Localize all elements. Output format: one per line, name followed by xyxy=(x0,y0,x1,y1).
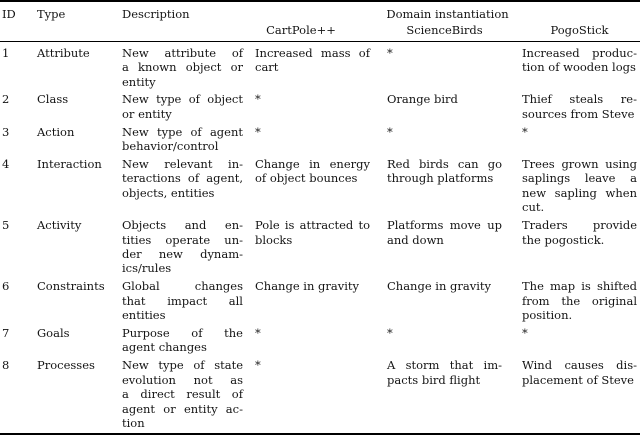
cell-line: cart xyxy=(255,60,279,75)
cell-line: Thief steals re- xyxy=(522,92,637,107)
cell-id: 3 xyxy=(2,124,10,139)
cell-cartpole: Change in gravity xyxy=(255,279,360,294)
cell-description xyxy=(122,276,255,323)
cell-pogostick xyxy=(522,154,640,215)
cell-pogostick xyxy=(522,215,640,276)
cell-line: Trees grown using xyxy=(522,157,637,172)
cell-pogostick xyxy=(522,276,640,323)
cell-sciencebirds xyxy=(387,215,522,276)
cell-line: Purpose of the xyxy=(122,326,243,341)
cell-sciencebirds: Change in gravity xyxy=(387,279,492,294)
cell-line: a direct result of xyxy=(122,387,243,402)
cell-line: New type of agent xyxy=(122,124,243,139)
cell-line: New relevant in- xyxy=(122,157,243,172)
cell-line: Increased produc- xyxy=(522,45,637,60)
cell-line: Red birds can go xyxy=(387,157,502,172)
cell-sciencebirds xyxy=(387,154,522,215)
cell-line: tion xyxy=(122,415,145,430)
cell-sciencebirds: Orange bird xyxy=(387,92,458,107)
column-header-id: ID xyxy=(2,7,16,21)
cell-type: Processes xyxy=(37,358,95,373)
cell-id: 4 xyxy=(2,157,10,172)
cell-sciencebirds: * xyxy=(387,45,393,60)
cell-line: behavior/control xyxy=(122,139,219,154)
cell-sciencebirds: * xyxy=(387,124,393,139)
cell-pogostick xyxy=(522,42,640,89)
cell-line: entities xyxy=(122,308,166,323)
cell-description xyxy=(122,215,255,276)
cell-pogostick xyxy=(522,89,640,121)
cell-line: teractions of agent, xyxy=(122,171,243,186)
cell-line: new sapling when xyxy=(522,185,637,200)
cell-pogostick xyxy=(522,355,640,431)
cell-pogostick: * xyxy=(522,326,528,341)
cell-line: cut. xyxy=(522,200,545,215)
cell-id: 2 xyxy=(2,92,10,107)
cell-line: or entity xyxy=(122,106,172,121)
cell-cartpole: * xyxy=(255,326,261,341)
cell-line: objects, entities xyxy=(122,185,215,200)
column-header-sciencebirds: ScienceBirds xyxy=(406,23,483,38)
column-header-cartpole: CartPole++ xyxy=(266,23,336,38)
cell-line: through platforms xyxy=(387,171,494,186)
column-group-header-domain-instantiation: Domain instantiation xyxy=(386,7,509,21)
cell-description xyxy=(122,42,255,89)
cell-line: agent changes xyxy=(122,340,207,355)
cell-line: Global changes xyxy=(122,279,243,294)
cell-type: Action xyxy=(37,124,75,139)
table-bottom-rule xyxy=(0,433,640,435)
cell-line: evolution not as xyxy=(122,372,243,387)
column-header-type: Type xyxy=(37,7,66,21)
cell-line: ics/rules xyxy=(122,261,172,276)
cell-cartpole xyxy=(255,215,387,276)
column-header-pogostick: PogoStick xyxy=(550,23,609,38)
cell-line: of object bounces xyxy=(255,171,358,186)
cell-line: placement of Steve xyxy=(522,372,634,387)
cell-line: blocks xyxy=(255,232,293,247)
column-header-description: Description xyxy=(122,7,190,21)
cell-line: Change in energy xyxy=(255,157,370,172)
cell-id: 5 xyxy=(2,218,10,233)
cell-cartpole xyxy=(255,154,387,215)
cell-line: Pole is attracted to xyxy=(255,218,370,233)
cell-line: New attribute of xyxy=(122,45,243,60)
cell-pogostick: * xyxy=(522,124,528,139)
cell-line: Increased mass of xyxy=(255,45,370,60)
cell-type: Interaction xyxy=(37,157,102,172)
cell-line: the pogostick. xyxy=(522,232,605,247)
cell-type: Activity xyxy=(37,218,82,233)
cell-line: sources from Steve xyxy=(522,106,635,121)
cell-line: a known object or xyxy=(122,60,243,75)
cell-sciencebirds: * xyxy=(387,326,393,341)
cell-cartpole: * xyxy=(255,124,261,139)
cell-id: 8 xyxy=(2,358,10,373)
cell-sciencebirds xyxy=(387,355,522,431)
cell-line: that impact all xyxy=(122,293,243,308)
cell-description xyxy=(122,154,255,215)
cell-line: New type of state xyxy=(122,358,243,373)
cell-line: and down xyxy=(387,232,444,247)
cell-cartpole: * xyxy=(255,92,261,107)
cell-line: agent or entity ac- xyxy=(122,401,243,416)
cell-line: Traders provide xyxy=(522,218,637,233)
cell-line: The map is shifted xyxy=(522,279,637,294)
cell-line: tities operate un- xyxy=(122,232,243,247)
cell-line: New type of object xyxy=(122,92,243,107)
cell-description xyxy=(122,323,255,355)
cell-id: 6 xyxy=(2,279,10,294)
cell-line: from the original xyxy=(522,293,637,308)
cell-id: 7 xyxy=(2,326,10,341)
cell-id: 1 xyxy=(2,45,10,60)
cell-cartpole xyxy=(255,42,387,89)
cell-line: Objects and en- xyxy=(122,218,243,233)
cell-type: Attribute xyxy=(37,45,90,60)
cell-cartpole: * xyxy=(255,358,261,373)
cell-type: Class xyxy=(37,92,69,107)
cell-description xyxy=(122,355,255,431)
cell-line: entity xyxy=(122,74,156,89)
cell-line: Wind causes dis- xyxy=(522,358,637,373)
cell-line: tion of wooden logs xyxy=(522,60,636,75)
cell-line: saplings leave a xyxy=(522,171,637,186)
cell-type: Constraints xyxy=(37,279,105,294)
cell-line: der new dynam- xyxy=(122,246,243,261)
cell-line: Platforms move up xyxy=(387,218,502,233)
cell-type: Goals xyxy=(37,326,70,341)
cell-line: pacts bird flight xyxy=(387,372,481,387)
cell-description xyxy=(122,89,255,121)
cell-line: position. xyxy=(522,308,573,323)
cell-line: A storm that im- xyxy=(387,358,502,373)
cell-description xyxy=(122,121,255,153)
